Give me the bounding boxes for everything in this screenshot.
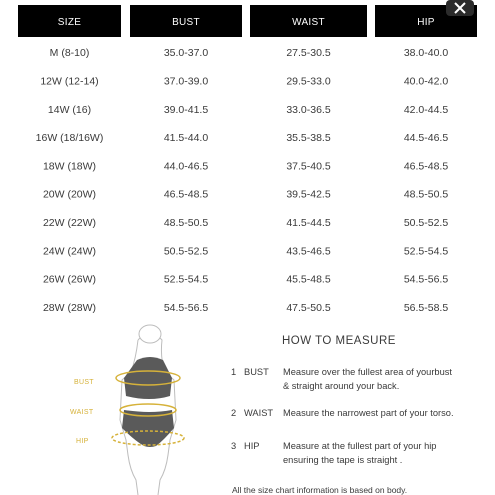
step-1-number: 1 xyxy=(231,367,237,377)
step-1-line-1: Measure over the fullest area of yourbust xyxy=(283,367,452,377)
head xyxy=(139,325,161,343)
figure-label-waist: WAIST xyxy=(70,409,94,416)
step-1-name: BUST xyxy=(244,367,269,377)
step-2-number: 2 xyxy=(231,408,237,418)
measurement-cell: 50.5-52.5 xyxy=(163,245,209,258)
step-3-number: 3 xyxy=(231,441,237,451)
column-header: BUST xyxy=(172,17,200,28)
body-figure xyxy=(70,325,184,495)
measurement-cell: 52.5-54.5 xyxy=(403,245,449,258)
measurement-cell: 48.5-50.5 xyxy=(163,216,209,229)
step-2-name: WAIST xyxy=(244,408,274,418)
step-1-line-2: & straight around your back. xyxy=(283,381,400,391)
size-cell: 18W (18W) xyxy=(42,160,97,173)
size-table xyxy=(18,5,477,320)
measurement-cell: 38.0-40.0 xyxy=(403,47,449,60)
measurement-cell: 37.0-39.0 xyxy=(163,75,209,88)
measurement-cell: 43.5-46.5 xyxy=(286,245,331,258)
size-cell: 22W (22W) xyxy=(42,216,97,229)
figure-label-bust: BUST xyxy=(74,379,94,386)
column-header: SIZE xyxy=(57,17,82,28)
top-garment xyxy=(124,357,172,399)
step-3-line-1: Measure at the fullest part of your hip xyxy=(283,441,437,451)
size-cell: 12W (12-14) xyxy=(40,75,99,88)
step-2 xyxy=(231,408,454,418)
measurement-cell: 29.5-33.0 xyxy=(286,75,331,88)
step-3-name: HIP xyxy=(244,441,260,451)
column-header: WAIST xyxy=(292,17,325,28)
measurement-cell: 41.5-44.0 xyxy=(163,132,209,145)
measurement-cell: 54.5-56.5 xyxy=(403,273,449,286)
measurement-cell: 46.5-48.5 xyxy=(163,188,209,201)
measurement-cell: 52.5-54.5 xyxy=(163,273,209,286)
measurement-cell: 46.5-48.5 xyxy=(403,160,449,173)
step-1 xyxy=(231,367,452,391)
footer-note: All the size chart information is based on body. xyxy=(232,485,408,495)
measurement-cell: 40.0-42.0 xyxy=(403,75,449,88)
measurement-cell: 48.5-50.5 xyxy=(403,188,449,201)
measurement-cell: 27.5-30.5 xyxy=(286,47,331,60)
measurement-cell: 39.5-42.5 xyxy=(286,188,331,201)
measurement-cell: 41.5-44.5 xyxy=(286,216,331,229)
measurement-cell: 45.5-48.5 xyxy=(286,273,331,286)
measurement-cell: 35.5-38.5 xyxy=(286,132,331,145)
figure-label-hip: HIP xyxy=(76,438,89,445)
size-cell: 20W (20W) xyxy=(42,188,97,201)
measurement-cell: 54.5-56.5 xyxy=(163,301,209,314)
close-button[interactable] xyxy=(446,0,474,16)
size-cell: 14W (16) xyxy=(47,103,92,116)
step-3-line-2: ensuring the tape is straight . xyxy=(283,455,403,465)
column-header: HIP xyxy=(417,17,435,28)
how-to-measure-title: HOW TO MEASURE xyxy=(282,335,396,347)
measurement-cell: 37.5-40.5 xyxy=(286,160,331,173)
size-cell: 26W (26W) xyxy=(42,273,97,286)
measurement-cell: 50.5-52.5 xyxy=(403,216,449,229)
size-cell: 28W (28W) xyxy=(42,301,97,314)
measurement-cell: 44.5-46.5 xyxy=(403,132,449,145)
measurement-cell: 35.0-37.0 xyxy=(163,47,209,60)
measurement-cell: 42.0-44.5 xyxy=(403,103,449,116)
step-3 xyxy=(231,441,436,465)
step-2-line-1: Measure the narrowest part of your torso. xyxy=(283,408,454,418)
size-cell: 24W (24W) xyxy=(42,245,97,258)
measurement-cell: 33.0-36.5 xyxy=(286,103,331,116)
size-cell: 16W (18/16W) xyxy=(35,132,104,145)
measurement-cell: 39.0-41.5 xyxy=(163,103,209,116)
size-cell: M (8-10) xyxy=(49,47,90,60)
measurement-cell: 47.5-50.5 xyxy=(286,301,331,314)
measurement-cell: 56.5-58.5 xyxy=(403,301,449,314)
measurement-cell: 44.0-46.5 xyxy=(163,160,209,173)
